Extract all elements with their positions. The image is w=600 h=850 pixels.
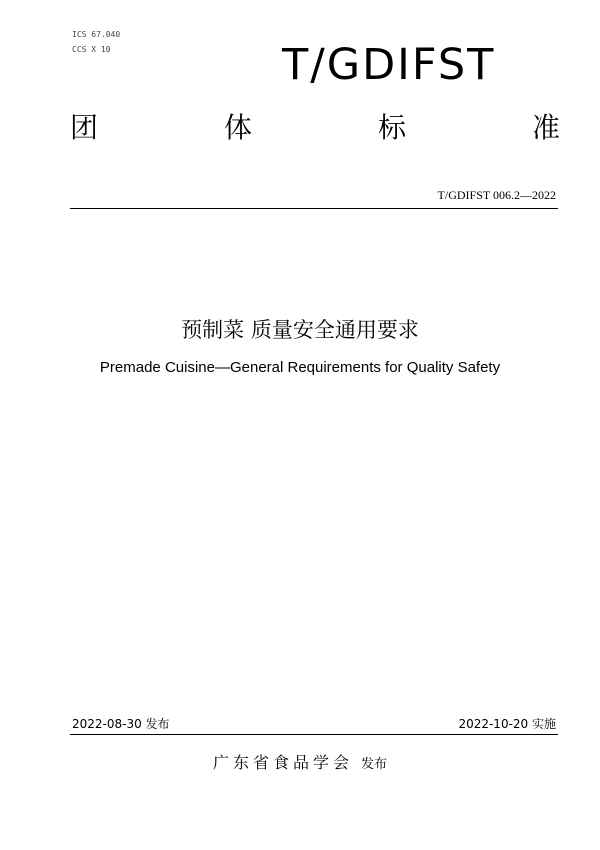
ccs-code: CCS X 10 [72,45,111,54]
implementation-date: 2022-10-20 实施 [458,717,556,731]
title-english: Premade Cuisine—General Requirements for Quality Safety [99,359,501,376]
publish-label: 发布 [361,757,388,772]
standard-type [70,111,560,145]
standard-type-char: 准 [531,111,560,144]
issue-date: 2022-08-30 发布 [72,717,170,731]
standard-number: T/GDIFST 006.2—2022 [437,188,556,202]
bottom-divider [70,734,558,735]
publisher-name: 广东省食品学会 [212,753,353,772]
ics-code: ICS 67.040 [72,30,121,39]
standard-type-char: 团 [70,111,99,144]
top-divider [70,208,558,209]
standard-type-char: 标 [377,111,406,144]
publisher-row [0,753,600,775]
standard-code: T/GDIFST [282,40,496,90]
standard-type-char: 体 [223,111,252,144]
title-chinese: 预制菜 质量安全通用要求 [181,318,419,342]
